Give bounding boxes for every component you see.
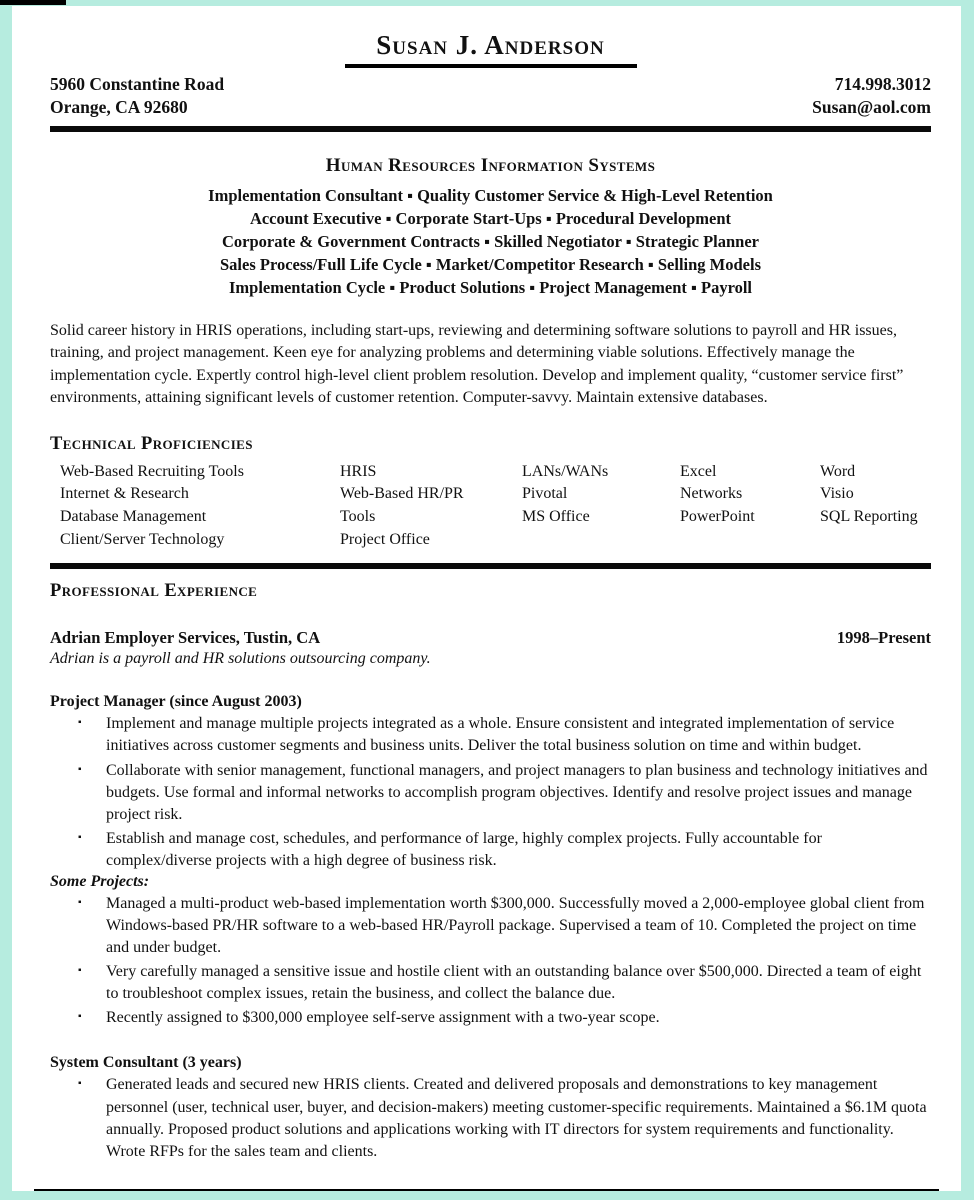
headline-title: Human Resources Information Systems [325,154,656,176]
skill-item: Web-Based Recruiting Tools [60,462,244,480]
employer-name: Adrian Employer Services, Tustin, CA [50,628,321,648]
section-heading-technical: Technical Proficiencies [50,433,253,454]
bullet-text: Establish and manage cost, schedules, and performance of large, highly complex projects. Fully accountable for complex/diverse projects with a high degree of business risk. [106,829,822,869]
phone-email-block [812,73,931,119]
bullet-text: Managed a multi-product web-based implementation worth $300,000. Successfully moved a 2,000-employee global client from Windows-based PR/HR software to a web-based HR/Payroll package. Supervised a team of 10. Completed the project on time and under budget. [106,894,925,957]
skill-item: Project Office [340,530,430,548]
technical-skills-table [50,461,931,552]
phone-number: 714.998.3012 [834,74,931,94]
section-heading-experience: Professional Experience [50,581,258,602]
employer-row [50,628,931,648]
bullet-item [50,1007,931,1029]
keyword-line: Sales Process/Full Life Cycle ▪ Market/Competitor Research ▪ Selling Models [220,254,761,274]
bullet-item [50,961,931,1005]
skill-item: Database Management [60,507,207,525]
bullet-icon: ▪ [78,965,82,977]
skill-item: Tools [340,507,376,525]
skill-item: LANs/WANs [522,462,609,480]
skill-item: Client/Server Technology [60,530,225,548]
bullet-icon: ▪ [78,1011,82,1023]
skill-item: SQL Reporting [820,507,918,525]
bullet-icon: ▪ [78,717,82,729]
skills-column [60,461,340,552]
name-underline [345,64,637,68]
subheading-some-projects: Some Projects: [50,872,150,890]
address-line-2: Orange, CA 92680 [50,96,188,117]
bullet-icon: ▪ [78,763,82,775]
bullet-icon: ▪ [78,896,82,908]
resume-content [12,6,961,1163]
keyword-line: Account Executive ▪ Corporate Start-Ups ▪ Procedural Development [249,208,732,228]
employment-dates: 1998–Present [836,628,931,648]
skill-item: Networks [680,485,743,503]
skill-item: MS Office [522,507,590,525]
resume-page [12,6,961,1191]
skills-column [340,461,522,552]
keyword-lines [50,184,931,299]
bullet-item [50,1074,931,1162]
role-title-project-manager: Project Manager (since August 2003) [50,693,302,711]
address-line-1: 5960 Constantine Road [50,74,225,94]
skill-item: HRIS [340,462,377,480]
bullet-text: Very carefully managed a sensitive issue and hostile client with an outstanding balance over $500,000. Directed a team of eight to troubleshoot complex issues, retain the business, and collect the balance due. [106,963,922,1003]
skills-column [522,461,680,552]
summary-paragraph: Solid career history in HRIS operations, including start-ups, reviewing and determining software solutions to payroll and HR issues, training, and project management. Keen eye for analyzing problems and determining viable solutions. Effectively manage the implementation cycle. Expertly control high-level client problem resolution. Develop and implement quality, “customer service first” environments, attaining significant levels of customer retention. Computer-savvy. Maintain extensive databases. [50,321,904,407]
skill-item: Pivotal [522,485,568,503]
address-block [50,73,224,119]
keyword-line: Implementation Cycle ▪ Product Solutions ▪ Project Management ▪ Payroll [228,277,753,297]
page-title: Susan J. Anderson [376,30,605,60]
bullet-text: Recently assigned to $300,000 employee self-serve assignment with a two-year scope. [106,1009,660,1027]
role-title-system-consultant: System Consultant (3 years) [50,1054,242,1072]
bottom-page-rule [34,1189,939,1191]
bullet-item [50,828,931,872]
bullet-item [50,713,931,757]
keyword-line: Implementation Consultant ▪ Quality Customer Service & High-Level Retention [208,185,773,205]
bullet-text: Implement and manage multiple projects integrated as a whole. Ensure consistent and integrated implementation of service initiatives across customer segments and business units. Deliver the total business solution on time and within budget. [106,715,895,755]
skills-column [820,461,931,552]
scan-artifact-mark [0,0,66,5]
bullet-text: Generated leads and secured new HRIS clients. Created and delivered proposals and demonstrations to key management personnel (user, technical user, buyer, and decision-makers) meeting customer-specific requirements. Maintained a $6.1M quota annually. Proposed product solutions and applications working with IT directors for system requirements and functionality. Wrote RFPs for the sales team and clients. [106,1076,927,1160]
skill-item: Internet & Research [60,485,189,503]
bullet-icon: ▪ [78,831,82,843]
keyword-line: Corporate & Government Contracts ▪ Skilled Negotiator ▪ Strategic Planner [222,231,759,251]
skill-item: Word [820,462,856,480]
skill-item: Visio [820,485,854,503]
divider-rule [50,563,931,569]
bullet-item [50,893,931,959]
skill-item: PowerPoint [680,507,755,525]
skill-item: Web-Based HR/PR [340,485,464,503]
bullet-icon: ▪ [78,1078,82,1090]
divider-rule [50,126,931,132]
contact-block [50,73,931,119]
skill-item: Excel [680,462,717,480]
bullet-text: Collaborate with senior management, functional managers, and project managers to plan business and technology initiatives and budgets. Use formal and informal networks to accomplish program objectives. Identify and resolve project issues and manage project risk. [106,761,928,823]
bullet-item [50,760,931,826]
employer-description: Adrian is a payroll and HR solutions outsourcing company. [50,650,431,668]
email-address: Susan@aol.com [812,96,931,117]
skills-column [680,461,820,552]
